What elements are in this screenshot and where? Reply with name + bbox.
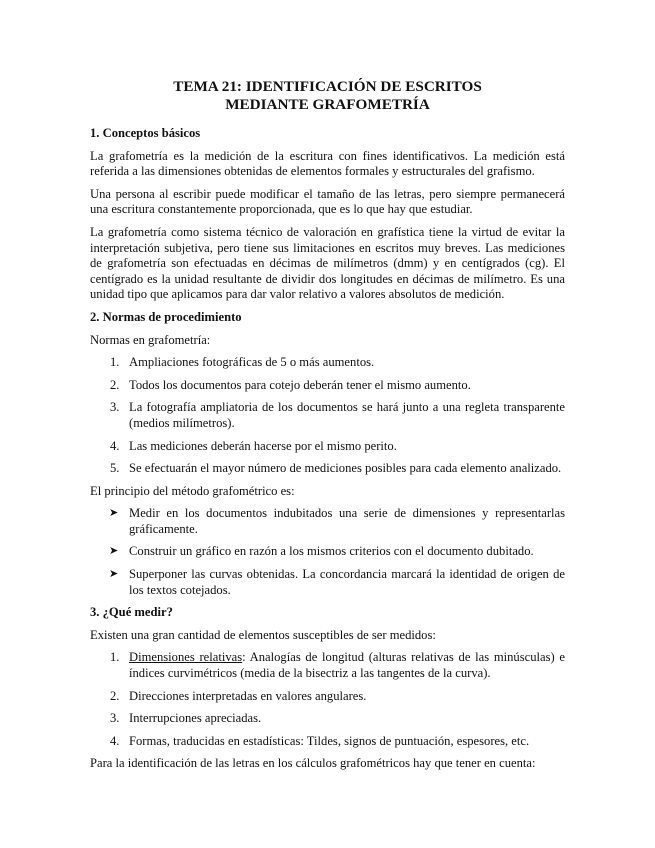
list-number: 3. xyxy=(110,711,120,726)
arrow-bullet-icon: ➤ xyxy=(109,545,119,558)
list-item xyxy=(90,461,565,477)
norms-list xyxy=(90,355,565,477)
section-3-heading: 3. ¿Qué medir? xyxy=(90,605,173,620)
measure-intro: Existen una gran cantidad de elementos susceptibles de ser medidos: xyxy=(90,627,436,642)
list-item xyxy=(90,567,565,598)
list-item-text: Interrupciones apreciadas. xyxy=(129,711,262,726)
list-item-text: : Analogías de longitud (alturas relativas de las minúsculas) e índices curvimétricos (media de la bisectriz a las tangentes de la curva). xyxy=(129,650,565,681)
list-item-text: Construir un gráfico en razón a los mismos criterios con el documento dubitado. xyxy=(129,544,534,559)
principles-list xyxy=(90,506,565,598)
list-item xyxy=(90,734,565,750)
list-item-text: Formas, traducidas en estadísticas: Tildes, signos de puntuación, espesores, etc. xyxy=(129,733,530,748)
arrow-bullet-icon: ➤ xyxy=(109,568,119,581)
section-2-heading: 2. Normas de procedimiento xyxy=(90,309,242,324)
list-number: 2. xyxy=(110,688,120,703)
section-1-paragraph: La grafometría como sistema técnico de valoración en grafística tiene la virtud de evitar la interpretación subjetiva, pero tiene sus limitaciones en escritos muy breves. Las mediciones de grafometría son efectuadas en décimas de milímetros (dmm) y en centígrados (cg). El centígrado es la unidad resultante de dividir dos longitudes en décimas de milímetro. Es una unidad tipo que aplicamos para dar valor relativo a valores absolutos de medición. xyxy=(90,224,565,302)
list-item-text: Medir en los documentos indubitados una serie de dimensiones y representarlas gráficamente. xyxy=(129,506,565,536)
list-number: 1. xyxy=(110,650,120,665)
list-item-text: Superponer las curvas obtenidas. La concordancia marcará la identidad de origen de los textos cotejados. xyxy=(129,567,565,597)
list-number: 2. xyxy=(110,377,120,392)
list-item-text: Todos los documentos para cotejo deberán tener el mismo aumento. xyxy=(129,377,471,392)
list-item xyxy=(90,711,565,727)
section-1-heading: 1. Conceptos básicos xyxy=(90,126,201,140)
list-item-text: Se efectuarán el mayor número de mediciones posibles para cada elemento analizado. xyxy=(129,461,562,476)
list-item-text: Ampliaciones fotográficas de 5 o más aumentos. xyxy=(129,355,375,370)
list-item xyxy=(90,689,565,705)
list-item xyxy=(90,650,565,681)
page-title: TEMA 21: IDENTIFICACIÓN DE ESCRITOS MEDIANTE GRAFOMETRÍA xyxy=(173,78,482,113)
list-item-text: La fotografía ampliatoria de los documentos se hará junto a una regleta transparente (medios milímetros). xyxy=(129,400,565,430)
list-item-text: Las mediciones deberán hacerse por el mismo perito. xyxy=(129,438,397,453)
list-item xyxy=(90,355,565,371)
norms-intro: Normas en grafometría: xyxy=(90,332,211,347)
principle-intro: El principio del método grafométrico es: xyxy=(90,483,295,498)
list-number: 3. xyxy=(110,400,120,415)
list-item xyxy=(90,439,565,455)
list-item xyxy=(90,378,565,394)
closing-paragraph: Para la identificación de las letras en los cálculos grafométricos hay que tener en cuenta: xyxy=(90,756,536,771)
measure-list xyxy=(90,650,565,749)
list-item-text: Direcciones interpretadas en valores angulares. xyxy=(129,688,367,703)
arrow-bullet-icon: ➤ xyxy=(109,507,119,520)
list-number: 5. xyxy=(110,461,120,476)
underlined-term: Dimensiones relativas xyxy=(129,650,243,665)
list-item xyxy=(90,400,565,431)
list-number: 4. xyxy=(110,733,120,748)
list-item xyxy=(90,544,565,560)
list-item xyxy=(90,506,565,537)
list-number: 1. xyxy=(110,355,120,370)
list-number: 4. xyxy=(110,438,120,453)
section-1-paragraph: Una persona al escribir puede modificar el tamaño de las letras, pero siempre permanecerá una escritura constantemente proporcionada, que es lo que hay que estudiar. xyxy=(90,186,565,217)
section-1-paragraph: La grafometría es la medición de la escritura con fines identificativos. La medición está referida a las dimensiones obtenidas de elementos formales y estructurales del grafismo. xyxy=(90,148,565,179)
